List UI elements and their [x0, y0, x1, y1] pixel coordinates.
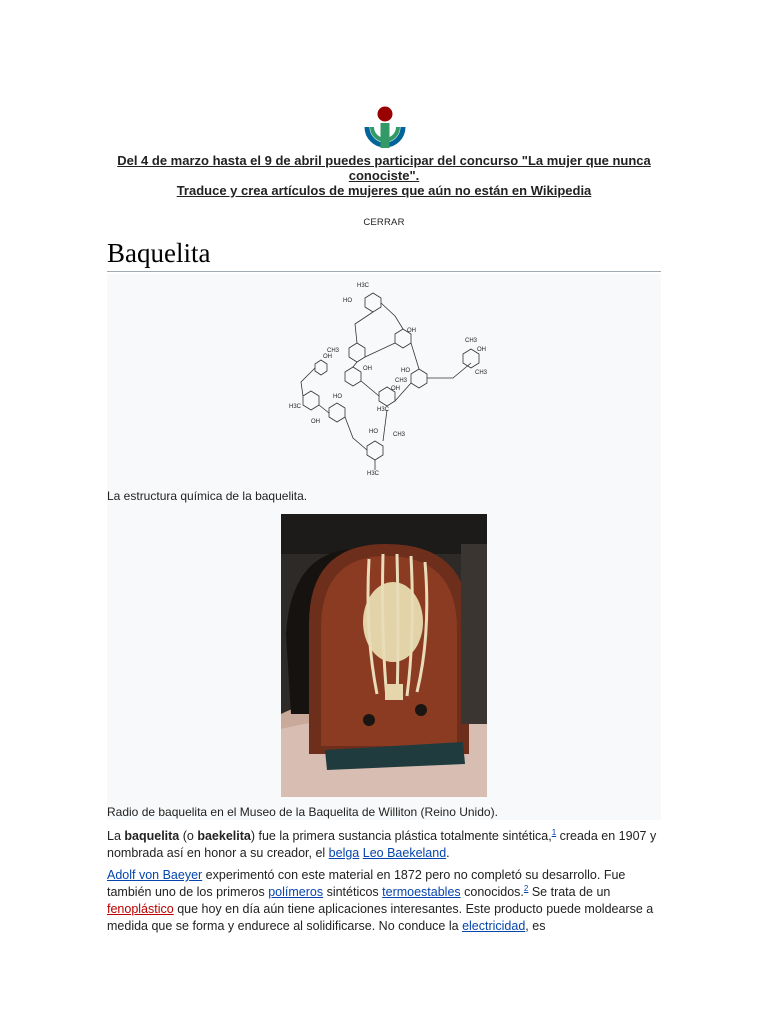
- logo-dot: [378, 107, 393, 122]
- svg-text:OH: OH: [323, 354, 332, 360]
- reference-2-link[interactable]: 2: [523, 883, 529, 893]
- svg-text:H3C: H3C: [289, 404, 302, 410]
- svg-text:HO: HO: [401, 368, 410, 374]
- paragraph-history: Adolf von Baeyer experimentó con este material en 1872 pero no completó su desarrollo. Fue también uno de los primeros polímeros sintéticos termoestables conocidos.$^2$ Se trata de un fenoplástico que hoy en día aún tiene aplicaciones interesantes. Este producto puede moldearse a medida que se forma y endurece al solidificarse. No conduce la electricidad, es: [107, 868, 654, 933]
- link-polimeros[interactable]: polímeros: [268, 885, 324, 899]
- contest-banner: [100, 153, 668, 198]
- paragraph-intro: La baquelita (o baekelita) fue la primera sustancia plástica totalmente sintética,$^1$ creada en 1907 y nombrada así en honor a su creador, el belga Leo Baekeland.: [107, 827, 657, 860]
- svg-text:CH3: CH3: [475, 370, 488, 376]
- close-banner-button[interactable]: CERRAR: [363, 217, 405, 228]
- link-fenoplastico[interactable]: fenoplástico: [107, 902, 174, 916]
- page-title: Baquelita: [107, 236, 661, 272]
- link-adolf-von-baeyer[interactable]: Adolf von Baeyer: [107, 868, 203, 882]
- link-belga[interactable]: belga: [328, 846, 360, 860]
- svg-text:CH3: CH3: [395, 378, 408, 384]
- svg-text:OH: OH: [311, 419, 320, 425]
- reference-1-link[interactable]: 1: [551, 827, 557, 837]
- svg-text:OH: OH: [407, 328, 416, 334]
- wikimedia-logo[interactable]: [361, 105, 409, 155]
- svg-text:OH: OH: [477, 347, 486, 353]
- svg-text:OH: OH: [363, 366, 372, 372]
- bakelite-radio-image: [281, 514, 487, 797]
- figure-caption-structure: La estructura química de la baquelita.: [107, 489, 308, 503]
- link-leo-baekeland[interactable]: Leo Baekeland: [362, 846, 447, 860]
- term-baquelita: baquelita: [124, 829, 180, 843]
- svg-text:HO: HO: [369, 429, 378, 435]
- svg-text:CH3: CH3: [393, 432, 406, 438]
- link-electricidad[interactable]: electricidad: [462, 919, 526, 933]
- banner-link-contest[interactable]: Del 4 de marzo hasta el 9 de abril puedes participar del concurso "La mujer que nunca conociste".: [117, 153, 651, 183]
- svg-text:CH3: CH3: [465, 338, 478, 344]
- radio-photo[interactable]: [281, 514, 487, 797]
- logo-stem: [381, 123, 390, 148]
- svg-text:HO: HO: [343, 298, 352, 304]
- svg-text:HO: HO: [333, 394, 342, 400]
- svg-text:H3C: H3C: [357, 283, 370, 289]
- svg-text:CH3: CH3: [327, 348, 340, 354]
- term-baekelita: baekelita: [197, 829, 251, 843]
- chemical-structure-image[interactable]: [283, 278, 498, 478]
- figure-caption-radio: Radio de baquelita en el Museo de la Baquelita de Williton (Reino Unido).: [107, 805, 498, 819]
- link-termoestables[interactable]: termoestables: [382, 885, 461, 899]
- svg-text:H3C: H3C: [377, 407, 390, 413]
- svg-text:OH: OH: [391, 386, 400, 392]
- banner-link-translate[interactable]: Traduce y crea artículos de mujeres que aún no están en Wikipedia: [176, 183, 592, 198]
- svg-text:H3C: H3C: [367, 471, 380, 477]
